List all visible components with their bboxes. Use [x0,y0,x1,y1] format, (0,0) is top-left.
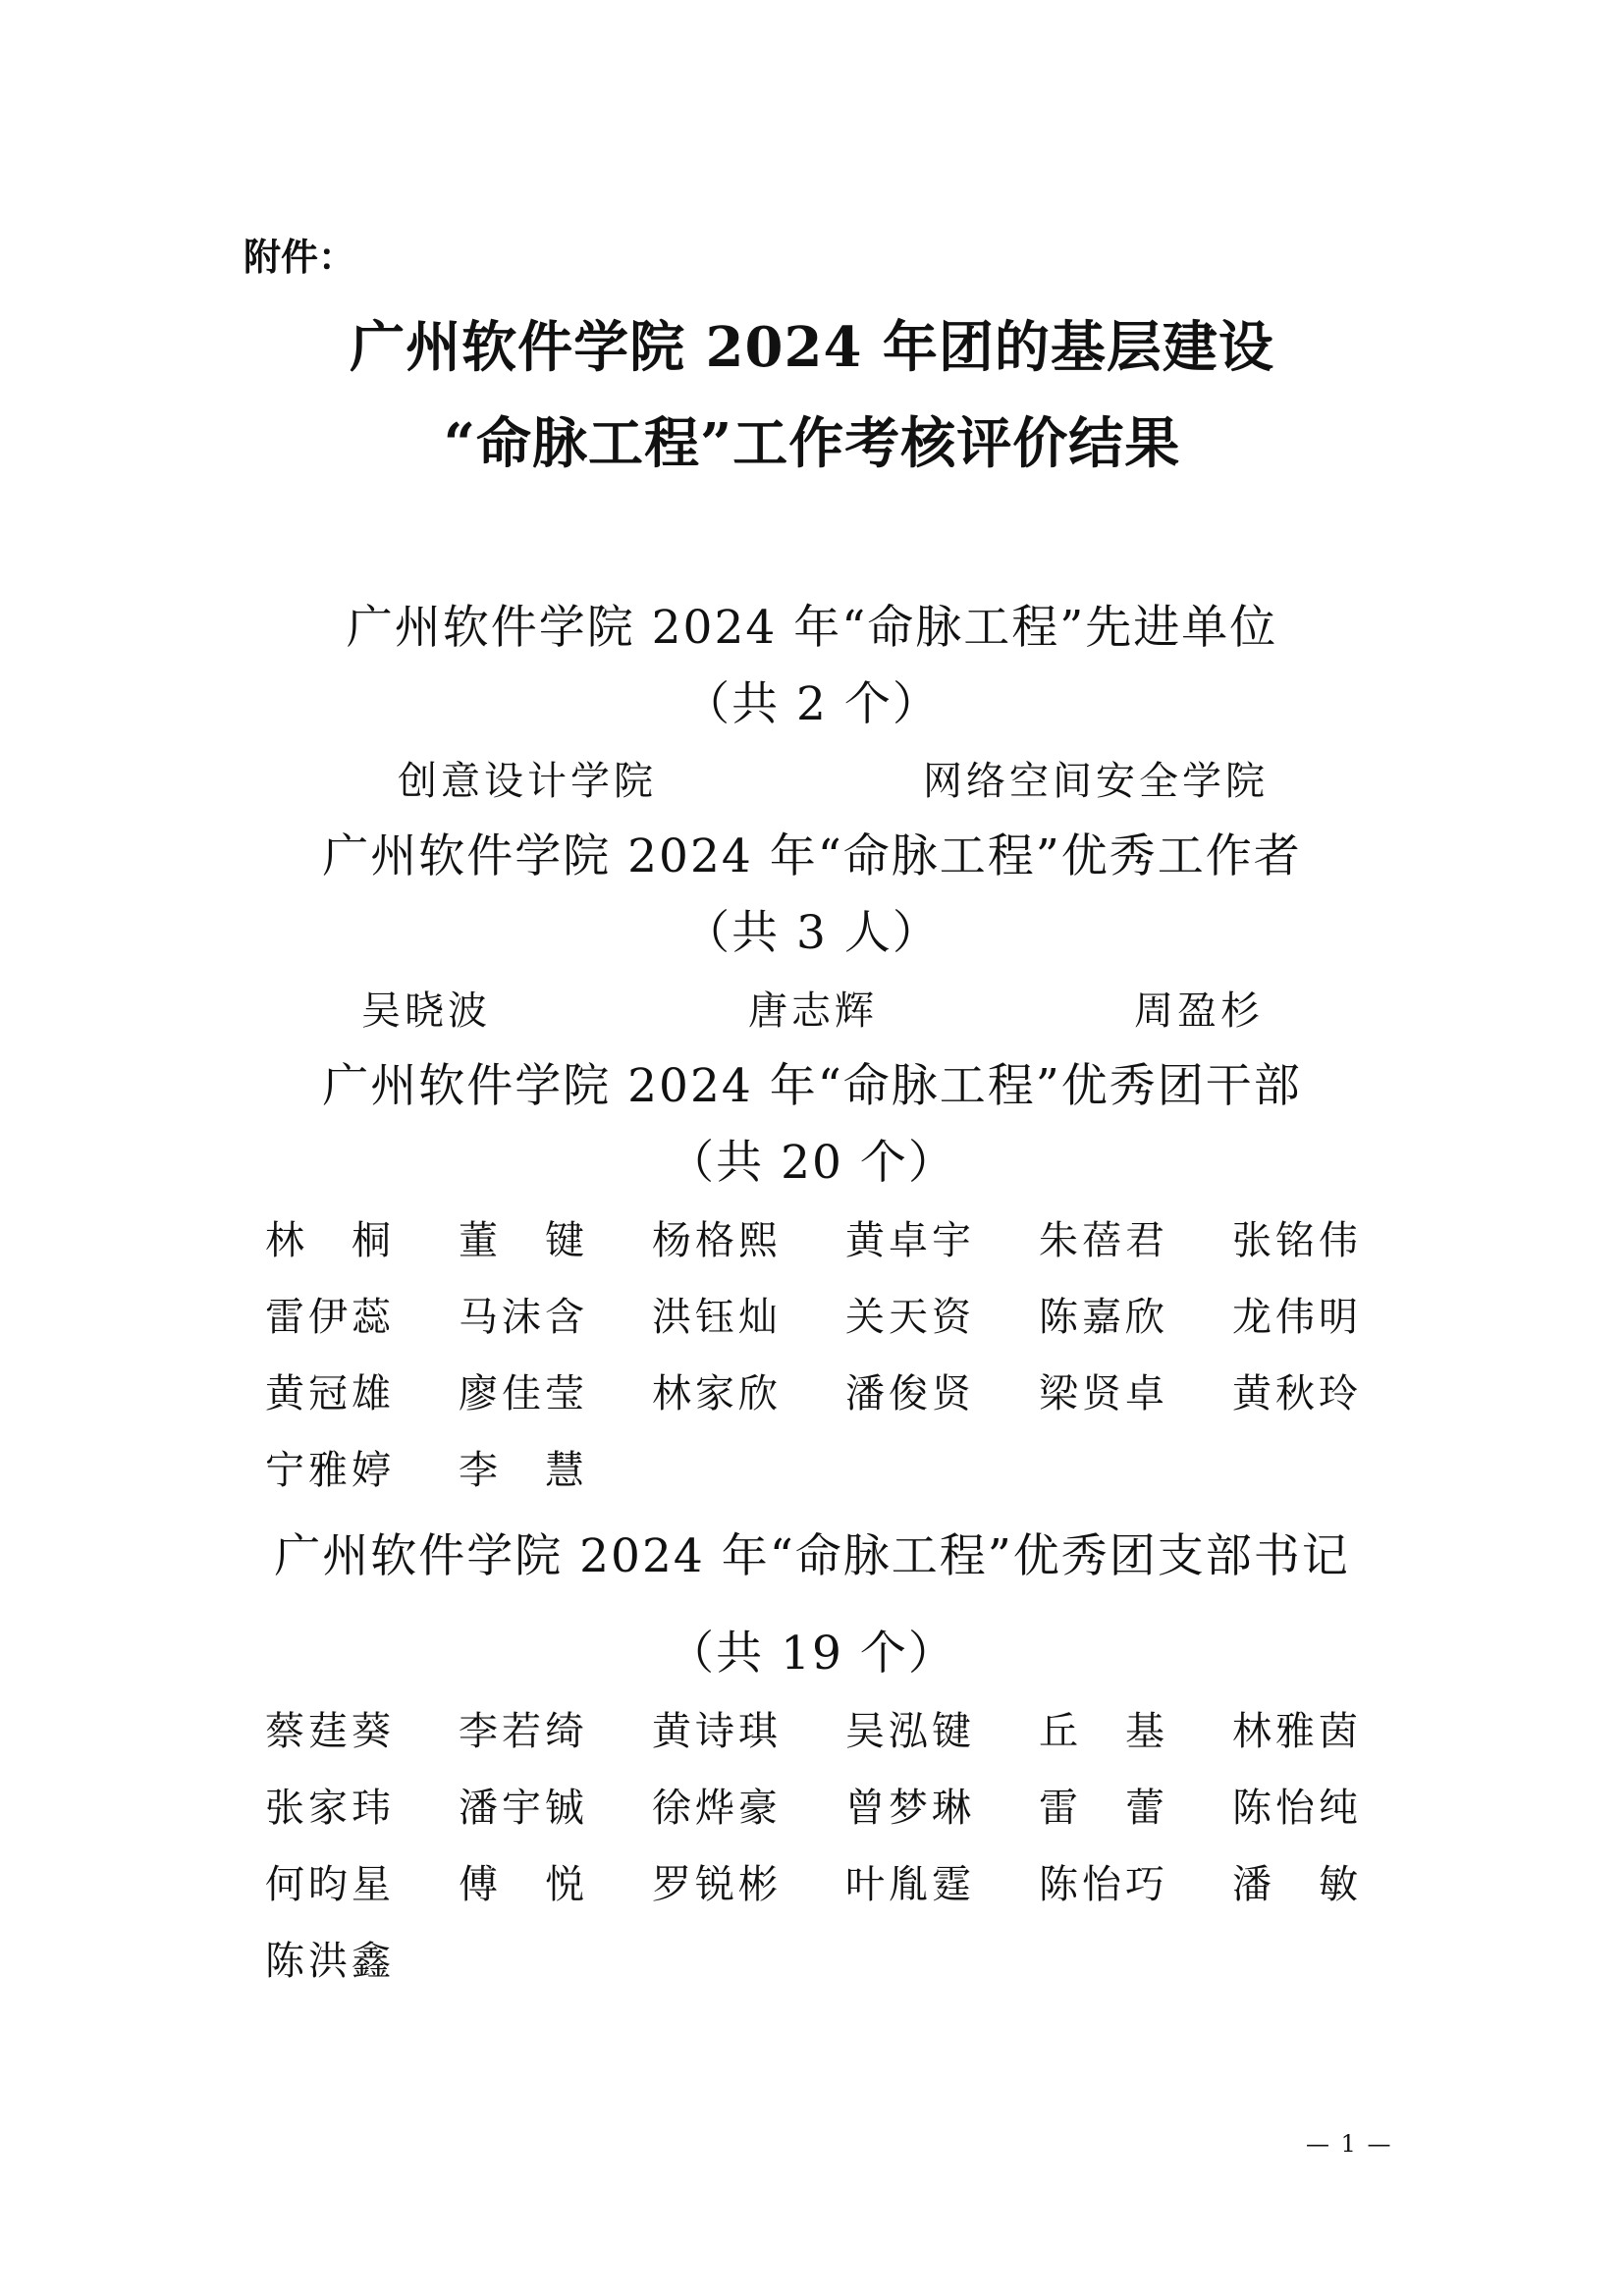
cadre-name: 林 桐 [265,1218,395,1263]
worker-name: 唐志辉 [748,988,878,1034]
cadre-name: 黄冠雄 [265,1371,395,1416]
secretary-name: 丘 基 [1039,1709,1168,1754]
workers-section-count: （共 3 人） [683,906,941,960]
secretary-name: 陈怡巧 [1039,1862,1168,1907]
secretary-name: 李若绮 [459,1709,588,1754]
worker-name: 吴晓波 [361,988,491,1034]
secretary-name: 罗锐彬 [652,1862,782,1907]
cadre-name: 龙伟明 [1232,1295,1362,1340]
secretary-name: 陈洪鑫 [265,1939,395,1984]
unit-name: 创意设计学院 [398,759,657,804]
secretary-name: 叶胤霆 [845,1862,975,1907]
cadre-name: 关天资 [845,1295,975,1340]
secretary-name: 徐烨豪 [652,1786,782,1831]
page-number: — 1 — [1306,2130,1393,2158]
workers-section-heading: 广州软件学院 2024 年“命脉工程”优秀工作者 [322,829,1302,883]
cadre-name: 李 慧 [459,1448,588,1493]
worker-name: 周盈杉 [1134,988,1264,1034]
secretary-name: 张家玮 [265,1786,395,1831]
secretary-name: 曾梦琳 [845,1786,975,1831]
units-section-count: （共 2 个） [683,677,941,731]
cadre-name: 杨格熙 [652,1218,782,1263]
document-title-line-1: 广州软件学院 2024 年团的基层建设 [350,315,1274,380]
secretary-name: 黄诗琪 [652,1709,782,1754]
secretary-name: 傅 悦 [459,1862,588,1907]
cadre-name: 雷伊蕊 [265,1295,395,1340]
cadre-name: 张铭伟 [1232,1218,1362,1263]
cadre-name: 黄秋玲 [1232,1371,1362,1416]
cadre-name: 马沫含 [459,1295,588,1340]
cadre-name: 廖佳莹 [459,1371,588,1416]
cadre-name: 洪钰灿 [652,1295,782,1340]
secretary-name: 何昀星 [265,1862,395,1907]
secretary-name: 潘宇铖 [459,1786,588,1831]
cadre-name: 林家欣 [652,1371,782,1416]
secretary-name: 林雅茵 [1232,1709,1362,1754]
units-section-heading: 广州软件学院 2024 年“命脉工程”先进单位 [346,601,1278,655]
cadre-name: 陈嘉欣 [1039,1295,1168,1340]
secretary-name: 吴泓键 [845,1709,975,1754]
cadre-name: 潘俊贤 [845,1371,975,1416]
document-title-line-2: “命脉工程”工作考核评价结果 [443,411,1181,476]
secretary-name: 雷 蕾 [1039,1786,1168,1831]
unit-name: 网络空间安全学院 [923,759,1269,804]
cadres-section-heading: 广州软件学院 2024 年“命脉工程”优秀团干部 [322,1059,1302,1113]
cadre-name: 梁贤卓 [1039,1371,1168,1416]
secretaries-section-count: （共 19 个） [668,1627,956,1681]
cadre-name: 朱蓓君 [1039,1218,1168,1263]
secretary-name: 陈怡纯 [1232,1786,1362,1831]
cadres-section-count: （共 20 个） [668,1136,956,1190]
secretaries-section-heading: 广州软件学院 2024 年“命脉工程”优秀团支部书记 [274,1529,1350,1583]
secretary-name: 潘 敏 [1232,1862,1362,1907]
cadre-name: 黄卓宇 [845,1218,975,1263]
attachment-label: 附件： [244,235,356,279]
cadre-name: 宁雅婷 [265,1448,395,1493]
secretary-name: 蔡莛葵 [265,1709,395,1754]
cadre-name: 董 键 [459,1218,588,1263]
